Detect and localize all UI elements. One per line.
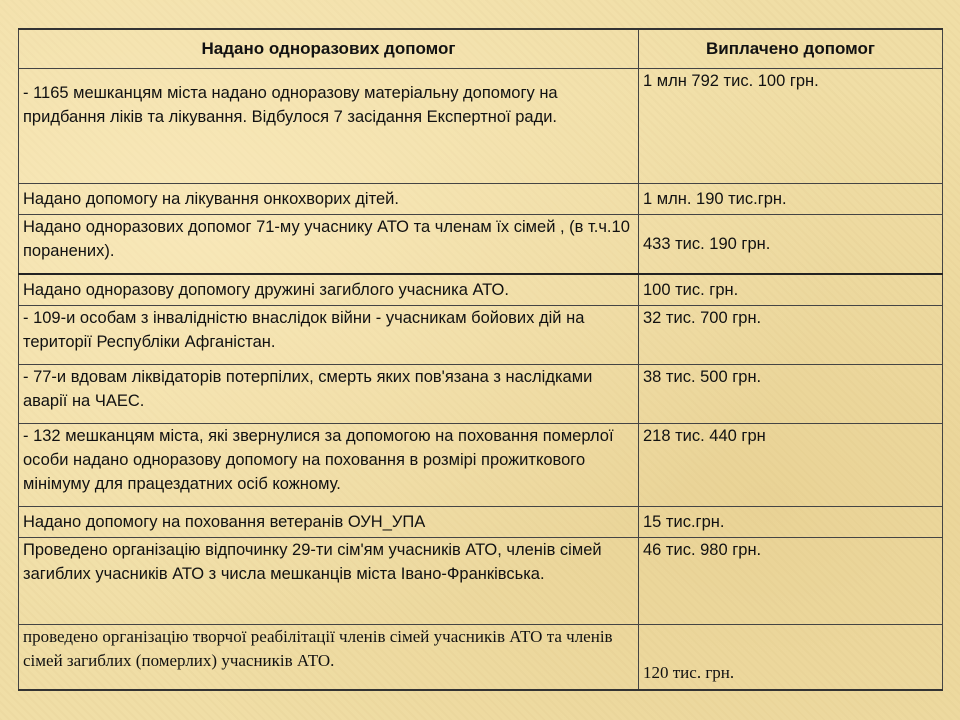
table-row <box>19 507 943 538</box>
row-amount: 1 млн 792 тис. 100 грн. <box>639 69 943 184</box>
assistance-table <box>18 28 943 691</box>
table-row <box>19 365 943 424</box>
row-amount: 433 тис. 190 грн. <box>639 215 943 275</box>
row-description: Проведено організацію відпочинку 29-ти сім'ям учасників АТО, членів сімей загиблих учасників АТО з числа мешканців міста Івано-Франківська. <box>19 538 639 625</box>
table-row <box>19 424 943 507</box>
row-description: Надано одноразових допомог 71-му учаснику АТО та членам їх сімей , (в т.ч.10 поранених). <box>19 215 639 275</box>
table-row <box>19 184 943 215</box>
row-description: - 1165 мешканцям міста надано одноразову матеріальну допомогу на придбання ліків та лікування. Відбулося 7 засідання Експертної ради. <box>19 69 639 184</box>
header-assistance-provided: Надано одноразових допомог <box>19 29 639 69</box>
table-header-row <box>19 29 943 69</box>
row-amount: 38 тис. 500 грн. <box>639 365 943 424</box>
row-amount: 46 тис. 980 грн. <box>639 538 943 625</box>
table-row <box>19 538 943 625</box>
row-amount: 15 тис.грн. <box>639 507 943 538</box>
row-description: Надано допомогу на лікування онкохворих дітей. <box>19 184 639 215</box>
table-row <box>19 215 943 275</box>
row-amount: 32 тис. 700 грн. <box>639 306 943 365</box>
header-amount-paid: Виплачено допомог <box>639 29 943 69</box>
row-amount: 218 тис. 440 грн <box>639 424 943 507</box>
row-description: Надано одноразову допомогу дружині загиблого учасника АТО. <box>19 274 639 306</box>
table-row <box>19 306 943 365</box>
row-amount: 1 млн. 190 тис.грн. <box>639 184 943 215</box>
row-description: Надано допомогу на поховання ветеранів ОУН_УПА <box>19 507 639 538</box>
row-description: - 109-и особам з інвалідністю внаслідок війни - учасникам бойових дій на території Республіки Афганістан. <box>19 306 639 365</box>
table-row <box>19 274 943 306</box>
row-amount: 100 тис. грн. <box>639 274 943 306</box>
row-description: - 77-и вдовам ліквідаторів потерпілих, смерть яких пов'язана з наслідками аварії на ЧАЕС. <box>19 365 639 424</box>
table-row <box>19 625 943 691</box>
row-description: - 132 мешканцям міста, які звернулися за допомогою на поховання померлої особи надано одноразову допомогу на поховання в розмірі прожиткового мінімуму для працездатних осіб кожному. <box>19 424 639 507</box>
row-description: проведено організацію творчої реабілітації членів сімей учасників АТО та членів сімей загиблих (померлих) учасників АТО. <box>19 625 639 691</box>
row-amount: 120 тис. грн. <box>639 625 943 691</box>
table-row <box>19 69 943 184</box>
